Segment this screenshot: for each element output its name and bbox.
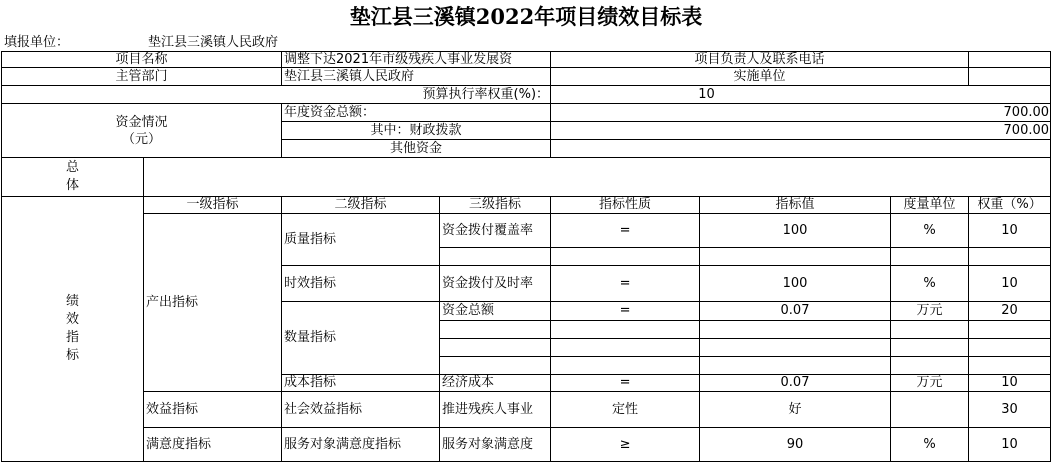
overall-cell xyxy=(2,158,144,197)
row-value: 0.07 xyxy=(700,302,891,321)
row-weight: 30 xyxy=(969,392,1051,428)
header-level3: 三级指标 xyxy=(440,197,551,214)
empty-cell xyxy=(551,339,700,357)
row-unit: % xyxy=(891,428,969,462)
empty-cell xyxy=(551,248,700,266)
empty-cell xyxy=(969,357,1051,375)
contact-value xyxy=(969,52,1051,68)
contact-label: 项目负责人及联系电话 xyxy=(551,52,969,68)
empty-cell xyxy=(969,321,1051,339)
empty-cell xyxy=(700,339,891,357)
impl-label: 实施单位 xyxy=(551,68,969,86)
header-unit: 度量单位 xyxy=(891,197,969,214)
row-name: 经济成本 xyxy=(440,375,551,392)
annual-total-value: 700.00 xyxy=(551,104,1051,122)
row-unit: 万元 xyxy=(891,375,969,392)
reporting-unit-value: 垫江县三溪镇人民政府 xyxy=(148,35,279,50)
row-name: 服务对象满意度 xyxy=(440,428,551,462)
row-name: 资金总额 xyxy=(440,302,551,321)
project-name-label: 项目名称 xyxy=(2,52,282,68)
reporting-unit-label: 填报单位： xyxy=(4,35,70,50)
dept-label: 主管部门 xyxy=(2,68,282,86)
row-nature: 定性 xyxy=(551,392,700,428)
project-name-value: 调整下达2021年市级残疾人事业发展资 xyxy=(282,52,551,68)
fund-unit: （元） xyxy=(122,131,162,147)
level2-timeliness: 时效指标 xyxy=(282,266,440,302)
empty-cell xyxy=(891,357,969,375)
empty-cell xyxy=(891,248,969,266)
row-nature: = xyxy=(551,266,700,302)
row-weight: 10 xyxy=(969,214,1051,248)
row-nature: ≥ xyxy=(551,428,700,462)
level2-social: 社会效益指标 xyxy=(282,392,440,428)
empty-cell xyxy=(700,321,891,339)
row-name: 推进残疾人事业 xyxy=(440,392,551,428)
budget-weight-label: 预算执行率权重(%)： xyxy=(2,86,551,104)
level2-service: 服务对象满意度指标 xyxy=(282,428,440,462)
fund-label: 资金情况 xyxy=(115,114,168,130)
empty-cell xyxy=(440,248,551,266)
header-level2: 二级指标 xyxy=(282,197,440,214)
empty-cell xyxy=(700,248,891,266)
dept-value: 垫江县三溪镇人民政府 xyxy=(282,68,551,86)
level1-benefit: 效益指标 xyxy=(144,392,282,428)
impl-value xyxy=(969,68,1051,86)
empty-cell xyxy=(551,321,700,339)
empty-cell xyxy=(891,339,969,357)
row-name: 资金拨付及时率 xyxy=(440,266,551,302)
level1-output: 产出指标 xyxy=(144,214,282,392)
row-value: 0.07 xyxy=(700,375,891,392)
empty-cell xyxy=(969,248,1051,266)
other-funds-label: 其他资金 xyxy=(282,140,551,158)
row-value: 100 xyxy=(700,266,891,302)
header-level1: 一级指标 xyxy=(144,197,282,214)
reporting-unit-row xyxy=(0,34,1052,51)
performance-table xyxy=(1,51,1051,462)
row-value: 好 xyxy=(700,392,891,428)
level2-cost: 成本指标 xyxy=(282,375,440,392)
level1-satisfaction: 满意度指标 xyxy=(144,428,282,462)
empty-cell xyxy=(440,321,551,339)
row-weight: 10 xyxy=(969,266,1051,302)
overall-goal-content xyxy=(144,158,1051,197)
row-value: 90 xyxy=(700,428,891,462)
header-weight: 权重（%） xyxy=(969,197,1051,214)
fiscal-value: 700.00 xyxy=(551,122,1051,140)
row-weight: 10 xyxy=(969,428,1051,462)
level2-quality: 质量指标 xyxy=(282,214,440,266)
perf-indicator-label: 绩 效 指 标 xyxy=(65,294,79,363)
header-value: 指标值 xyxy=(700,197,891,214)
row-unit: % xyxy=(891,214,969,248)
empty-cell xyxy=(440,339,551,357)
empty-cell xyxy=(969,339,1051,357)
header-nature: 指标性质 xyxy=(551,197,700,214)
empty-cell xyxy=(891,321,969,339)
annual-total-label: 年度资金总额： xyxy=(282,104,551,122)
fiscal-label: 其中：财政拨款 xyxy=(282,122,551,140)
empty-cell xyxy=(700,357,891,375)
empty-cell xyxy=(440,357,551,375)
row-value: 100 xyxy=(700,214,891,248)
row-nature: = xyxy=(551,214,700,248)
other-funds-value xyxy=(551,140,1051,158)
row-unit xyxy=(891,392,969,428)
row-nature: = xyxy=(551,375,700,392)
row-unit: 万元 xyxy=(891,302,969,321)
row-nature: = xyxy=(551,302,700,321)
page-title: 垫江县三溪镇2022年项目绩效目标表 xyxy=(349,4,703,29)
fund-situation-cell xyxy=(2,104,282,158)
perf-indicator-cell xyxy=(2,197,144,462)
overall-label: 总 体 xyxy=(65,160,79,193)
row-name: 资金拨付覆盖率 xyxy=(440,214,551,248)
empty-cell xyxy=(551,357,700,375)
row-weight: 20 xyxy=(969,302,1051,321)
row-weight: 10 xyxy=(969,375,1051,392)
row-unit: % xyxy=(891,266,969,302)
budget-weight-value: 10 xyxy=(551,86,1051,104)
level2-quantity: 数量指标 xyxy=(282,302,440,375)
